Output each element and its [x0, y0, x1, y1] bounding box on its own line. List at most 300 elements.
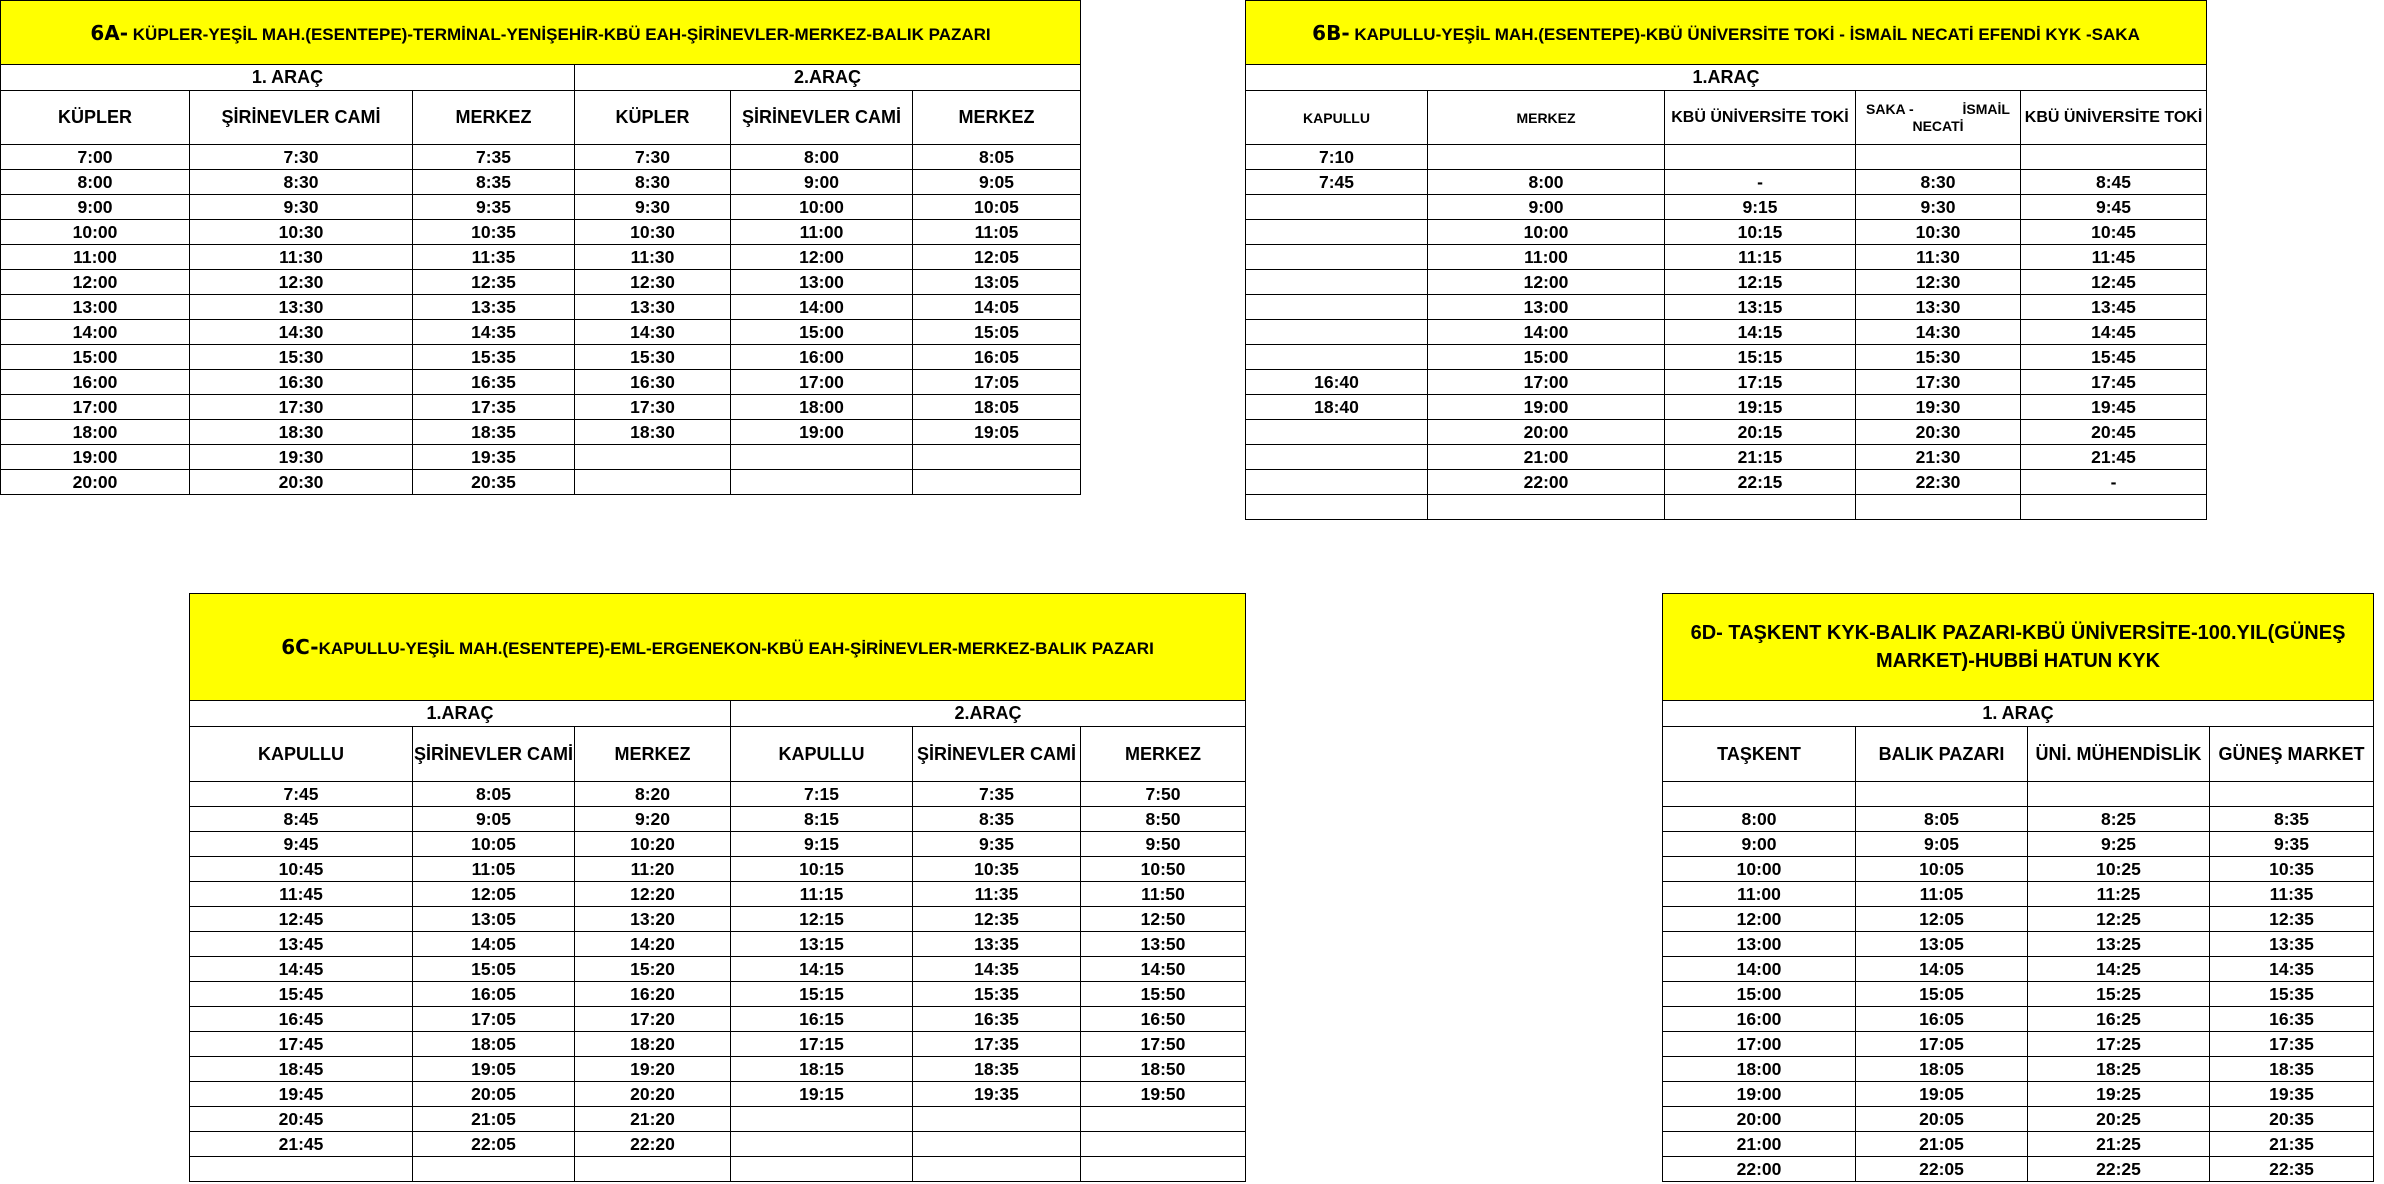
table-row: [1663, 782, 2374, 807]
time-cell: 13:00: [731, 270, 913, 295]
route-code-6c: 6C-: [281, 635, 319, 659]
time-cell: 9:45: [190, 832, 413, 857]
time-cell: 16:00: [731, 345, 913, 370]
time-cell: 14:30: [1856, 320, 2021, 345]
time-cell: [1081, 1107, 1246, 1132]
time-cell: 15:35: [913, 982, 1081, 1007]
table-row: [1, 345, 1081, 370]
time-cell: 15:50: [1081, 982, 1246, 1007]
time-cell: 10:05: [413, 832, 575, 857]
table-row: [1, 395, 1081, 420]
time-cell: [2021, 145, 2207, 170]
time-cell: 21:05: [413, 1107, 575, 1132]
time-cell: 11:00: [731, 220, 913, 245]
time-cell: 11:35: [413, 245, 575, 270]
time-cell: 20:25: [2028, 1107, 2210, 1132]
time-cell: 15:35: [413, 345, 575, 370]
time-cell: 12:30: [575, 270, 731, 295]
time-cell: 16:45: [190, 1007, 413, 1032]
time-cell: 15:35: [2210, 982, 2374, 1007]
time-cell: 13:25: [2028, 932, 2210, 957]
column-header: KBÜ ÜNİVERSİTE TOKİ: [2021, 91, 2207, 145]
table-row: [190, 832, 1246, 857]
time-cell: 17:35: [2210, 1032, 2374, 1057]
saka-header-right: İSMAİL: [1962, 100, 2010, 117]
time-cell: 15:30: [190, 345, 413, 370]
time-cell: 19:00: [1428, 395, 1665, 420]
table-row: [1, 245, 1081, 270]
time-cell: 11:00: [1663, 882, 1856, 907]
column-header: KAPULLU: [731, 727, 913, 782]
time-cell: 18:20: [575, 1032, 731, 1057]
time-cell: 15:00: [1428, 345, 1665, 370]
time-cell: 10:35: [413, 220, 575, 245]
time-cell: [913, 445, 1081, 470]
time-cell: 11:15: [731, 882, 913, 907]
time-cell: 12:35: [2210, 907, 2374, 932]
time-cell: 13:30: [1856, 295, 2021, 320]
vehicle-1-header: 1. ARAÇ: [1663, 701, 2374, 727]
time-cell: 19:20: [575, 1057, 731, 1082]
column-header: BALIK PAZARI: [1856, 727, 2028, 782]
time-cell: 8:30: [575, 170, 731, 195]
time-cell: 9:20: [575, 807, 731, 832]
time-cell: [731, 445, 913, 470]
table-row: [1663, 907, 2374, 932]
time-cell: 20:45: [2021, 420, 2207, 445]
time-cell: 14:35: [413, 320, 575, 345]
table-row: [1, 170, 1081, 195]
time-cell: 16:50: [1081, 1007, 1246, 1032]
time-cell: 8:05: [413, 782, 575, 807]
saka-header-left: SAKA -: [1866, 100, 1914, 117]
time-cell: 17:30: [1856, 370, 2021, 395]
table-row: [1663, 1032, 2374, 1057]
time-cell: 21:30: [1856, 445, 2021, 470]
time-cell: 14:35: [2210, 957, 2374, 982]
vehicle-2-header: 2.ARAÇ: [731, 701, 1246, 727]
time-cell: 20:00: [1663, 1107, 1856, 1132]
time-cell: 22:05: [413, 1132, 575, 1157]
time-cell: 7:30: [575, 145, 731, 170]
time-cell: 10:30: [575, 220, 731, 245]
column-headers: [190, 727, 1246, 782]
time-cell: 22:00: [1428, 470, 1665, 495]
time-cell: 7:15: [731, 782, 913, 807]
time-cell: 12:00: [731, 245, 913, 270]
time-cell: 15:05: [913, 320, 1081, 345]
time-cell: 12:45: [2021, 270, 2207, 295]
time-cell: 14:00: [731, 295, 913, 320]
table-row: [1663, 1007, 2374, 1032]
time-cell: 13:35: [913, 932, 1081, 957]
time-cell: 10:00: [1663, 857, 1856, 882]
time-cell: 15:20: [575, 957, 731, 982]
time-cell: 17:00: [1663, 1032, 1856, 1057]
time-cell: 13:05: [413, 907, 575, 932]
time-cell: 13:05: [913, 270, 1081, 295]
table-row: [1246, 145, 2207, 170]
time-cell: 9:00: [731, 170, 913, 195]
time-cell: 17:00: [731, 370, 913, 395]
time-cell: 11:15: [1665, 245, 1856, 270]
table-row: [190, 1107, 1246, 1132]
time-cell: 7:45: [190, 782, 413, 807]
time-cell: 15:15: [731, 982, 913, 1007]
column-header: KBÜ ÜNİVERSİTE TOKİ: [1665, 91, 1856, 145]
time-cell: [1665, 145, 1856, 170]
time-cell: 19:15: [1665, 395, 1856, 420]
time-cell: [913, 1107, 1081, 1132]
time-cell: [1246, 320, 1428, 345]
table-row: [190, 1032, 1246, 1057]
time-cell: 17:45: [2021, 370, 2207, 395]
time-cell: 12:45: [190, 907, 413, 932]
column-headers: [1, 91, 1081, 145]
table-row: [1, 295, 1081, 320]
time-cell: 10:00: [1428, 220, 1665, 245]
time-cell: 16:30: [190, 370, 413, 395]
table-row: [1246, 170, 2207, 195]
time-cell: 8:00: [1428, 170, 1665, 195]
table-row: [190, 957, 1246, 982]
time-cell: 17:15: [1665, 370, 1856, 395]
time-cell: 8:25: [2028, 807, 2210, 832]
time-cell: 11:45: [2021, 245, 2207, 270]
time-cell: -: [2021, 470, 2207, 495]
time-cell: [1856, 145, 2021, 170]
table-row: [1, 320, 1081, 345]
time-cell: 14:45: [190, 957, 413, 982]
time-cell: 17:05: [413, 1007, 575, 1032]
time-cell: 19:05: [913, 420, 1081, 445]
route-title-6c: [190, 594, 1246, 701]
table-row: [1, 420, 1081, 445]
column-header: MERKEZ: [913, 91, 1081, 145]
column-headers: [1663, 727, 2374, 782]
column-header: TAŞKENT: [1663, 727, 1856, 782]
table-row: [190, 1082, 1246, 1107]
table-row: [1246, 395, 2207, 420]
time-cell: [1246, 445, 1428, 470]
time-cell: 7:00: [1, 145, 190, 170]
time-cell: 11:30: [1856, 245, 2021, 270]
time-cell: 11:05: [913, 220, 1081, 245]
time-cell: 15:05: [413, 957, 575, 982]
time-cell: 19:35: [2210, 1082, 2374, 1107]
time-cell: 11:05: [1856, 882, 2028, 907]
table-row: [190, 1057, 1246, 1082]
time-cell: 14:15: [731, 957, 913, 982]
time-cell: 20:00: [1, 470, 190, 495]
column-header: MERKEZ: [1081, 727, 1246, 782]
table-row: [190, 807, 1246, 832]
time-cell: 17:15: [731, 1032, 913, 1057]
time-cell: 18:45: [190, 1057, 413, 1082]
time-cell: 18:05: [1856, 1057, 2028, 1082]
time-cell: 13:20: [575, 907, 731, 932]
table-row: [1663, 1107, 2374, 1132]
column-header: KAPULLU: [190, 727, 413, 782]
time-cell: 18:35: [913, 1057, 1081, 1082]
time-cell: 18:00: [1663, 1057, 1856, 1082]
route-name-6a: KÜPLER-YEŞİL MAH.(ESENTEPE)-TERMİNAL-YENİŞEHİR-KBÜ EAH-ŞİRİNEVLER-MERKEZ-BALIK PAZARI: [128, 24, 991, 44]
column-header: MERKEZ: [575, 727, 731, 782]
time-cell: 22:30: [1856, 470, 2021, 495]
time-cell: 16:05: [413, 982, 575, 1007]
time-cell: 19:00: [1663, 1082, 1856, 1107]
time-cell: 7:10: [1246, 145, 1428, 170]
time-cell: 14:30: [190, 320, 413, 345]
table-row: [1246, 195, 2207, 220]
time-cell: 8:35: [2210, 807, 2374, 832]
column-header: KÜPLER: [575, 91, 731, 145]
time-cell: 9:25: [2028, 832, 2210, 857]
table-row: [1663, 1132, 2374, 1157]
time-cell: 8:00: [731, 145, 913, 170]
time-cell: 13:30: [575, 295, 731, 320]
time-cell: 13:30: [190, 295, 413, 320]
table-row: [1246, 320, 2207, 345]
time-cell: 14:45: [2021, 320, 2207, 345]
time-cell: [1246, 245, 1428, 270]
time-cell: [190, 1157, 413, 1182]
time-cell: 13:15: [731, 932, 913, 957]
time-cell: 17:00: [1428, 370, 1665, 395]
time-cell: 18:15: [731, 1057, 913, 1082]
time-cell: 16:30: [575, 370, 731, 395]
time-cell: 11:50: [1081, 882, 1246, 907]
time-cell: 20:00: [1428, 420, 1665, 445]
time-cell: [575, 470, 731, 495]
time-cell: [1246, 345, 1428, 370]
time-cell: 9:45: [2021, 195, 2207, 220]
time-cell: 9:30: [190, 195, 413, 220]
time-cell: 22:25: [2028, 1157, 2210, 1182]
time-cell: 21:05: [1856, 1132, 2028, 1157]
table-row: [190, 857, 1246, 882]
time-cell: 12:15: [1665, 270, 1856, 295]
time-cell: 16:15: [731, 1007, 913, 1032]
table-row: [1, 445, 1081, 470]
time-cell: [1856, 495, 2021, 520]
time-cell: 20:35: [2210, 1107, 2374, 1132]
column-header-saka: [1856, 91, 2021, 145]
time-cell: 13:00: [1428, 295, 1665, 320]
time-cell: [1081, 1132, 1246, 1157]
time-cell: 8:35: [413, 170, 575, 195]
time-cell: 13:00: [1, 295, 190, 320]
table-row: [1663, 957, 2374, 982]
time-cell: 17:05: [913, 370, 1081, 395]
route-name-6b: KAPULLU-YEŞİL MAH.(ESENTEPE)-KBÜ ÜNİVERSİTE TOKİ - İSMAİL NECATİ EFENDİ KYK -SAKA: [1349, 24, 2140, 44]
time-cell: 17:25: [2028, 1032, 2210, 1057]
column-header: MERKEZ: [1428, 91, 1665, 145]
time-cell: 14:00: [1, 320, 190, 345]
time-cell: 14:20: [575, 932, 731, 957]
route-code-6a: 6A-: [90, 20, 129, 45]
time-cell: 13:45: [2021, 295, 2207, 320]
time-cell: 7:35: [913, 782, 1081, 807]
time-cell: 13:05: [1856, 932, 2028, 957]
time-cell: 9:05: [413, 807, 575, 832]
time-cell: 12:20: [575, 882, 731, 907]
time-cell: 10:35: [2210, 857, 2374, 882]
time-cell: [1246, 495, 1428, 520]
time-cell: 16:40: [1246, 370, 1428, 395]
table-row: [1246, 245, 2207, 270]
time-cell: 8:30: [1856, 170, 2021, 195]
time-cell: 8:35: [913, 807, 1081, 832]
time-cell: 21:45: [2021, 445, 2207, 470]
time-cell: [1663, 782, 1856, 807]
table-row: [1246, 220, 2207, 245]
time-cell: 10:25: [2028, 857, 2210, 882]
time-cell: 12:00: [1, 270, 190, 295]
time-cell: 17:00: [1, 395, 190, 420]
time-cell: 15:00: [731, 320, 913, 345]
time-cell: 10:15: [731, 857, 913, 882]
time-cell: 10:30: [190, 220, 413, 245]
time-cell: 12:05: [413, 882, 575, 907]
time-cell: 14:35: [913, 957, 1081, 982]
column-headers: [1246, 91, 2207, 145]
time-cell: 10:30: [1856, 220, 2021, 245]
table-row: [190, 882, 1246, 907]
table-row: [190, 1157, 1246, 1182]
time-cell: 18:40: [1246, 395, 1428, 420]
time-cell: [1246, 220, 1428, 245]
vehicle-1-header: 1.ARAÇ: [190, 701, 731, 727]
time-cell: 10:20: [575, 832, 731, 857]
time-cell: 17:50: [1081, 1032, 1246, 1057]
time-cell: 11:20: [575, 857, 731, 882]
table-row: [1663, 857, 2374, 882]
vehicle-2-header: 2.ARAÇ: [575, 65, 1081, 91]
time-cell: 15:15: [1665, 345, 1856, 370]
time-cell: [1428, 495, 1665, 520]
table-row: [1663, 882, 2374, 907]
time-cell: 10:05: [913, 195, 1081, 220]
schedule-table-6b: [1245, 0, 2207, 520]
time-cell: [913, 1132, 1081, 1157]
time-cell: 14:30: [575, 320, 731, 345]
table-row: [1, 220, 1081, 245]
time-cell: 9:05: [1856, 832, 2028, 857]
time-cell: 12:30: [190, 270, 413, 295]
vehicle-1-header: 1.ARAÇ: [1246, 65, 2207, 91]
time-cell: 21:15: [1665, 445, 1856, 470]
time-cell: 19:05: [1856, 1082, 2028, 1107]
time-cell: 16:00: [1663, 1007, 1856, 1032]
time-cell: 8:45: [190, 807, 413, 832]
time-cell: [731, 1107, 913, 1132]
time-cell: 10:00: [1, 220, 190, 245]
time-cell: 16:00: [1, 370, 190, 395]
table-row: [190, 1132, 1246, 1157]
table-row: [190, 907, 1246, 932]
schedule-table-6c: [189, 593, 1246, 1182]
time-cell: 18:35: [2210, 1057, 2374, 1082]
time-cell: 21:35: [2210, 1132, 2374, 1157]
route-name-6c: KAPULLU-YEŞİL MAH.(ESENTEPE)-EML-ERGENEKON-KBÜ EAH-ŞİRİNEVLER-MERKEZ-BALIK PAZARI: [318, 639, 1154, 658]
time-cell: 19:50: [1081, 1082, 1246, 1107]
route-title-6b: [1246, 1, 2207, 65]
time-cell: 21:00: [1663, 1132, 1856, 1157]
time-cell: 17:30: [190, 395, 413, 420]
time-cell: 20:35: [413, 470, 575, 495]
time-cell: 18:50: [1081, 1057, 1246, 1082]
time-cell: 21:25: [2028, 1132, 2210, 1157]
time-cell: 18:35: [413, 420, 575, 445]
table-row: [1663, 982, 2374, 1007]
table-row: [1246, 295, 2207, 320]
time-cell: 12:00: [1663, 907, 1856, 932]
time-cell: [575, 445, 731, 470]
table-row: [1246, 270, 2207, 295]
time-cell: 9:15: [1665, 195, 1856, 220]
time-cell: 9:00: [1663, 832, 1856, 857]
time-cell: [1246, 195, 1428, 220]
time-cell: 15:00: [1, 345, 190, 370]
time-cell: 19:00: [1, 445, 190, 470]
schedule-table-6a: [0, 0, 1081, 495]
table-row: [1663, 1057, 2374, 1082]
time-cell: 16:25: [2028, 1007, 2210, 1032]
time-cell: 13:00: [1663, 932, 1856, 957]
time-cell: 15:30: [1856, 345, 2021, 370]
time-cell: 15:00: [1663, 982, 1856, 1007]
table-row: [1, 270, 1081, 295]
time-cell: 9:15: [731, 832, 913, 857]
time-cell: 19:30: [1856, 395, 2021, 420]
time-cell: 9:00: [1, 195, 190, 220]
table-6c: [189, 593, 1245, 1182]
table-row: [1246, 420, 2207, 445]
time-cell: 17:35: [413, 395, 575, 420]
time-cell: 17:05: [1856, 1032, 2028, 1057]
time-cell: [1856, 782, 2028, 807]
time-cell: [1428, 145, 1665, 170]
time-cell: 22:35: [2210, 1157, 2374, 1182]
time-cell: 14:50: [1081, 957, 1246, 982]
column-header: KAPULLU: [1246, 91, 1428, 145]
table-row: [1663, 932, 2374, 957]
time-cell: 17:20: [575, 1007, 731, 1032]
time-cell: 15:45: [190, 982, 413, 1007]
time-cell: 15:25: [2028, 982, 2210, 1007]
time-cell: 12:00: [1428, 270, 1665, 295]
vehicle-1-header: 1. ARAÇ: [1, 65, 575, 91]
time-cell: 13:45: [190, 932, 413, 957]
time-cell: 16:35: [2210, 1007, 2374, 1032]
time-cell: 9:30: [575, 195, 731, 220]
time-cell: 18:30: [190, 420, 413, 445]
time-cell: [2028, 782, 2210, 807]
time-cell: 13:50: [1081, 932, 1246, 957]
saka-header-bottom: NECATİ: [1912, 117, 1964, 134]
time-cell: 8:45: [2021, 170, 2207, 195]
time-cell: 19:45: [190, 1082, 413, 1107]
time-cell: 12:05: [913, 245, 1081, 270]
route-title-6a: [1, 1, 1081, 65]
schedule-table-6d: [1662, 593, 2374, 1182]
table-row: [190, 932, 1246, 957]
time-cell: 11:05: [413, 857, 575, 882]
column-header: ŞİRİNEVLER CAMİ: [413, 727, 575, 782]
time-cell: 10:00: [731, 195, 913, 220]
time-cell: 13:15: [1665, 295, 1856, 320]
